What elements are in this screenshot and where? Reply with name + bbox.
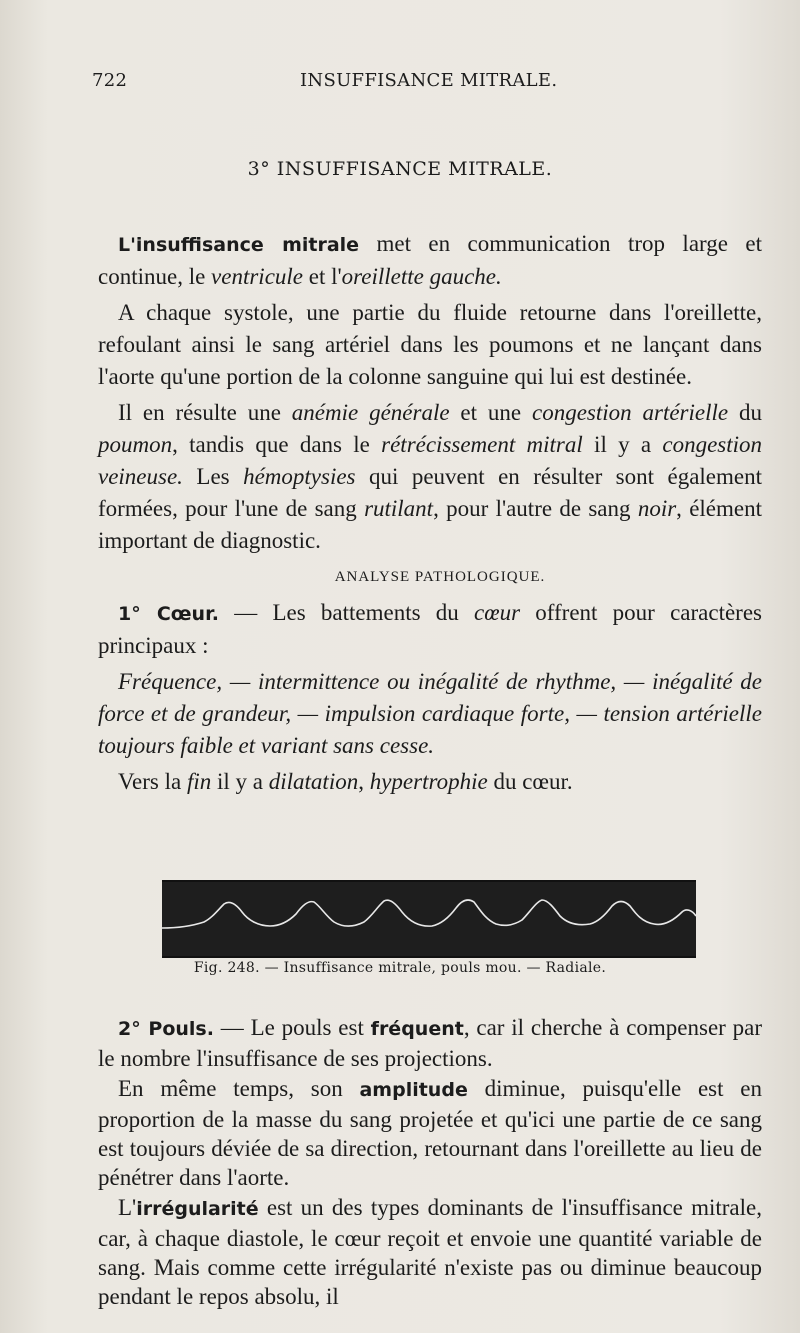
paragraph-8: En même temps, son amplitude diminue, puisqu'elle est en proportion de la masse du sang projetée et qu'ici une partie de ce sang est toujours déviée de sa direction, retournant dans l'oreillette au lieu de pénétrer dans l'aorte. [98, 1076, 762, 1190]
paragraph-1: L'insuffisance mitrale met en communication trop large et continue, le ventricule et l'oreillette gauche. [98, 231, 762, 289]
term-ventricule: ventricule [211, 264, 304, 289]
paragraph-3: Il en résulte une anémie générale et une congestion artérielle du poumon, tandis que dans le rétrécissement mitral il y a congestion veineuse. Les hémoptysies qui peuvent en résulter sont également formées, pour l'une de sang rutilant, pour l'autre de sang noir, élément important de diagnostic. [98, 400, 763, 553]
paragraph-7: 2° Pouls. — Le pouls est fréquent, car il cherche à compenser par le nombre l'insuffisance de ses projections. [98, 1015, 762, 1071]
term-amplitude: amplitude [359, 1079, 468, 1101]
paragraph-6: Vers la fin il y a dilatation, hypertrophie du cœur. [118, 769, 573, 794]
term-irregularite: irrégularité [136, 1198, 259, 1220]
paragraph-4: 1° Cœur. — Les battements du cœur offrent pour caractères principaux : [98, 600, 762, 658]
term-coeur: 1° Cœur. [118, 603, 219, 625]
page-number: 722 [92, 70, 128, 91]
main-text-continued [98, 1013, 762, 1311]
figure-caption: Fig. 248. — Insuffisance mitrale, pouls mou. — Radiale. [193, 960, 607, 976]
paragraph-9: L'irrégularité est un des types dominants de l'insuffisance mitrale, car, à chaque diastole, le cœur reçoit et envoie une quantité variable de sang. Mais comme cette irrégularité n'existe pas ou diminue beaucoup pendant le repos absolu, il [98, 1195, 762, 1309]
term-frequent: fréquent [370, 1018, 464, 1040]
paragraph-2: A chaque systole, une partie du fluide retourne dans l'oreillette, refoulant ainsi le sang artériel dans les poumons et ne lançant dans l'aorte qu'une portion de la colonne sanguine qui lui est destinée. [98, 300, 762, 389]
radial-pulse-trace [162, 900, 696, 928]
section-title: 3° INSUFFISANCE MITRALE. [247, 158, 553, 180]
paragraph-5: Fréquence, — intermittence ou inégalité de rhythme, — inégalité de force et de grandeur, — impulsion cardiaque forte, — tension artérielle toujours faible et variant sans cesse. [98, 669, 762, 758]
main-text [98, 228, 762, 798]
subheading-analyse: ANALYSE PATHOLOGIQUE. [334, 569, 546, 585]
pulse-tracing [162, 882, 696, 956]
pulse-tracing-figure [162, 880, 696, 958]
term-oreillette: oreillette gauche. [341, 264, 502, 289]
running-title: INSUFFISANCE MITRALE. [300, 70, 558, 91]
term-pouls: 2° Pouls. [118, 1018, 214, 1040]
term-insuffisance-mitrale: L'insuffisance mitrale [118, 234, 360, 256]
